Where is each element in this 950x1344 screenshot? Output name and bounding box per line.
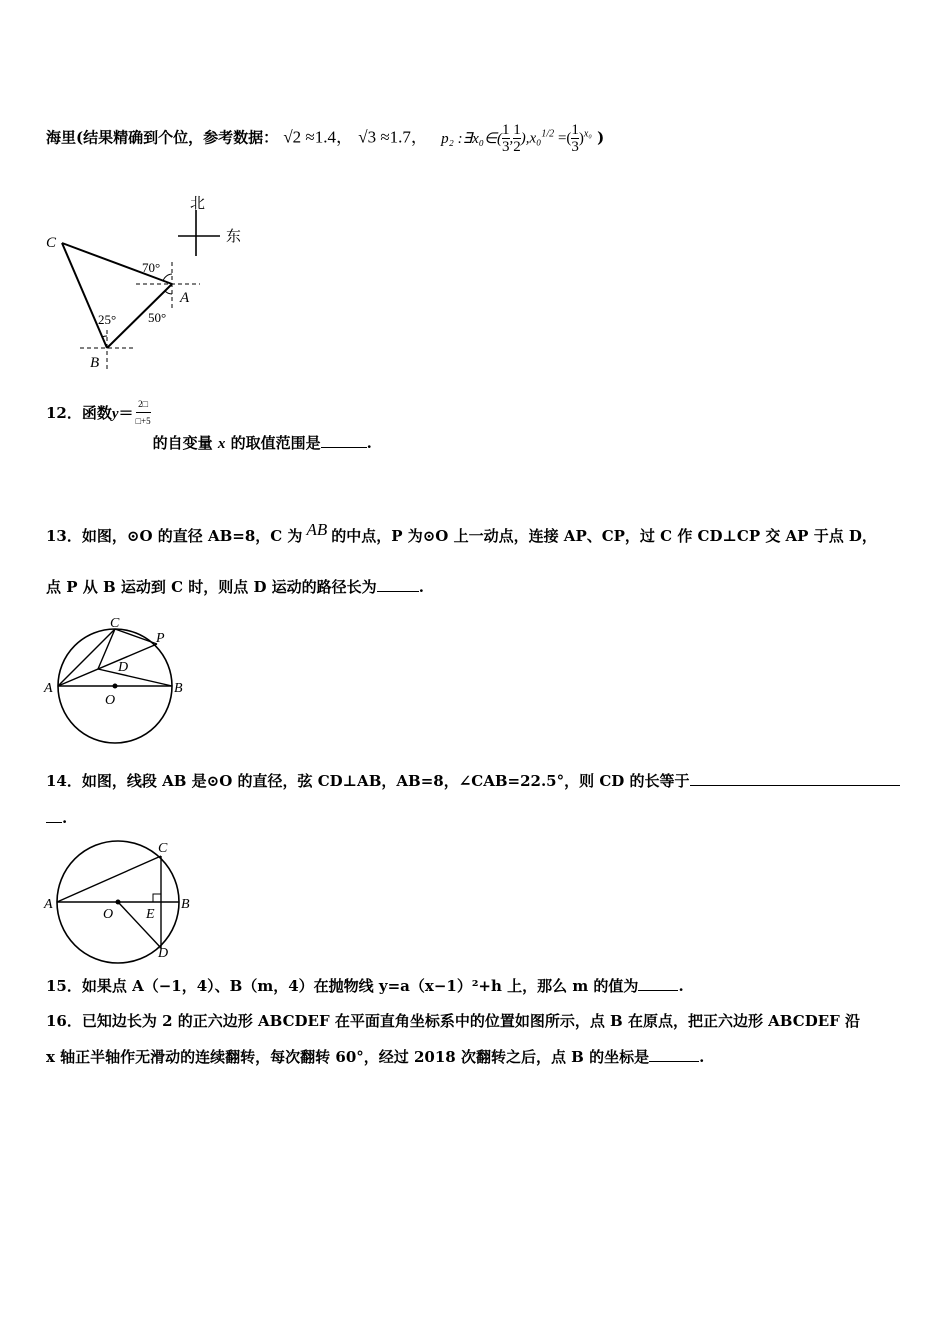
q16-line1-text: 16．已知边长为 2 的正六边形 ABCDEF 在平面直角坐标系中的位置如图所示，点 B 在原点，把正六边形 ABCDEF 沿 [46, 1012, 861, 1030]
q12-frac-den: □+5 [135, 416, 151, 426]
q11-prefix: 海里(结果精确到个位，参考数据： [46, 128, 279, 147]
frac-num: 1 [513, 122, 521, 138]
q12-fraction [136, 396, 151, 429]
q12-end: . [366, 434, 372, 452]
east-label: 东 [226, 229, 242, 245]
q13-line2-text: 点 P 从 B 运动到 C 时，则点 D 运动的路径长为 [46, 578, 377, 596]
point-B-label: B [90, 355, 100, 371]
segment-DB [98, 669, 172, 686]
label-A: A [44, 897, 53, 912]
angle-arc-50 [165, 291, 172, 294]
label-O: O [103, 907, 114, 922]
label-A: A [44, 681, 53, 696]
rhs-exponent: x₀ [583, 128, 592, 140]
q16-end: . [699, 1048, 705, 1066]
q12-eq: ＝ [118, 404, 134, 422]
q14-line1 [46, 770, 900, 791]
q12-text: 的自变量 [152, 434, 213, 452]
q14-answer-blank-cont [46, 808, 62, 823]
q12-rest [153, 434, 372, 452]
frac-num: 1 [571, 122, 579, 138]
q16-line2-text: x 轴正半轴作无滑动的连续翻转，每次翻转 60°，经过 2018 次翻转之后，点 B 的坐标是 [46, 1048, 650, 1066]
point-C-label: C [46, 235, 57, 251]
q12-frac-num: 2□ [136, 396, 151, 413]
q13-answer-blank[interactable] [377, 577, 419, 592]
frac-num: 1 [502, 122, 510, 138]
frac-rhs [571, 122, 579, 155]
angle-arc-70 [163, 274, 172, 281]
frac-one-half [513, 122, 521, 155]
figure-compass-triangle [40, 190, 260, 375]
angle-70-label: 70° [142, 260, 161, 275]
q13-line1 [46, 520, 877, 546]
frac-den: 3 [502, 139, 510, 155]
q14-answer-blank[interactable] [690, 771, 900, 786]
q13-line1-a: 13．如图，⊙O 的直径 AB=8，C 为 [46, 527, 303, 545]
rhs-close: ) [578, 130, 584, 147]
q15-end: . [678, 977, 684, 995]
label-E: E [146, 907, 155, 922]
q13-line1-b: 的中点，P 为⊙O 上一动点，连接 AP、CP，过 C 作 CD⊥CP 交 AP 于点 D， [331, 527, 877, 545]
p2-label: p₂ :∃x₀∈( [441, 130, 503, 147]
right-angle-mark [153, 894, 161, 902]
center-O-dot [113, 684, 118, 689]
figure-circle-CD [40, 830, 200, 966]
point-A-label: A [180, 290, 190, 306]
label-P: P [156, 631, 165, 646]
q12-answer-blank[interactable] [321, 433, 367, 448]
segment-CP [115, 629, 157, 644]
label-D: D [158, 946, 169, 961]
q16-line1 [46, 1010, 860, 1031]
label-C: C [110, 616, 120, 631]
x0-power: ),x₀ [520, 130, 542, 147]
segment-AC [57, 856, 161, 902]
equals: =( [554, 130, 572, 147]
q12-number: 12．函数 [46, 404, 112, 422]
north-label: 北 [190, 196, 206, 212]
angle-50-label: 50° [148, 310, 167, 325]
q12 [46, 399, 372, 452]
label-B: B [174, 681, 183, 696]
frac-den: 3 [571, 139, 579, 155]
q14-end: . [62, 809, 68, 827]
q16-line2 [46, 1046, 704, 1067]
label-D: D [118, 660, 129, 675]
q15-answer-blank[interactable] [638, 976, 678, 991]
q12-x: x [217, 436, 226, 452]
sqrt2-approx: √2 ≈1.4， [283, 127, 354, 147]
segment-CB [62, 243, 107, 348]
q16-answer-blank[interactable] [649, 1047, 699, 1062]
frac-den: 2 [513, 139, 521, 155]
q11-close: ) [597, 128, 605, 147]
q15-text: 15．如果点 A（−1，4）、B（m，4）在抛物线 y=a（x−1）²+h 上，那么 m 的值为 [46, 977, 639, 995]
q14-text: 14．如图，线段 AB 是⊙O 的直径，弦 CD⊥AB，AB=8，∠CAB=22.5°，则 CD 的长等于 [46, 772, 690, 790]
q13-line2 [46, 576, 424, 597]
center-O-dot [116, 900, 121, 905]
q12-y: y [111, 406, 119, 422]
x0-exponent: 1/2 [541, 128, 555, 140]
q13-arc-AB: AB [306, 520, 328, 539]
figure-circle-CPD [40, 612, 200, 748]
angle-25-label: 25° [98, 312, 117, 327]
q14-line2 [46, 808, 67, 827]
label-O: O [105, 693, 116, 708]
frac-one-third [502, 122, 510, 155]
q11-tail-line [46, 122, 604, 155]
label-B: B [181, 897, 190, 912]
q13-end: . [418, 578, 424, 596]
q12-tail: 的取值范围是 [230, 434, 321, 452]
sqrt3-approx: √3 ≈1.7， [358, 127, 428, 147]
comma: , [509, 130, 514, 147]
label-C: C [158, 841, 168, 856]
q15 [46, 975, 684, 996]
